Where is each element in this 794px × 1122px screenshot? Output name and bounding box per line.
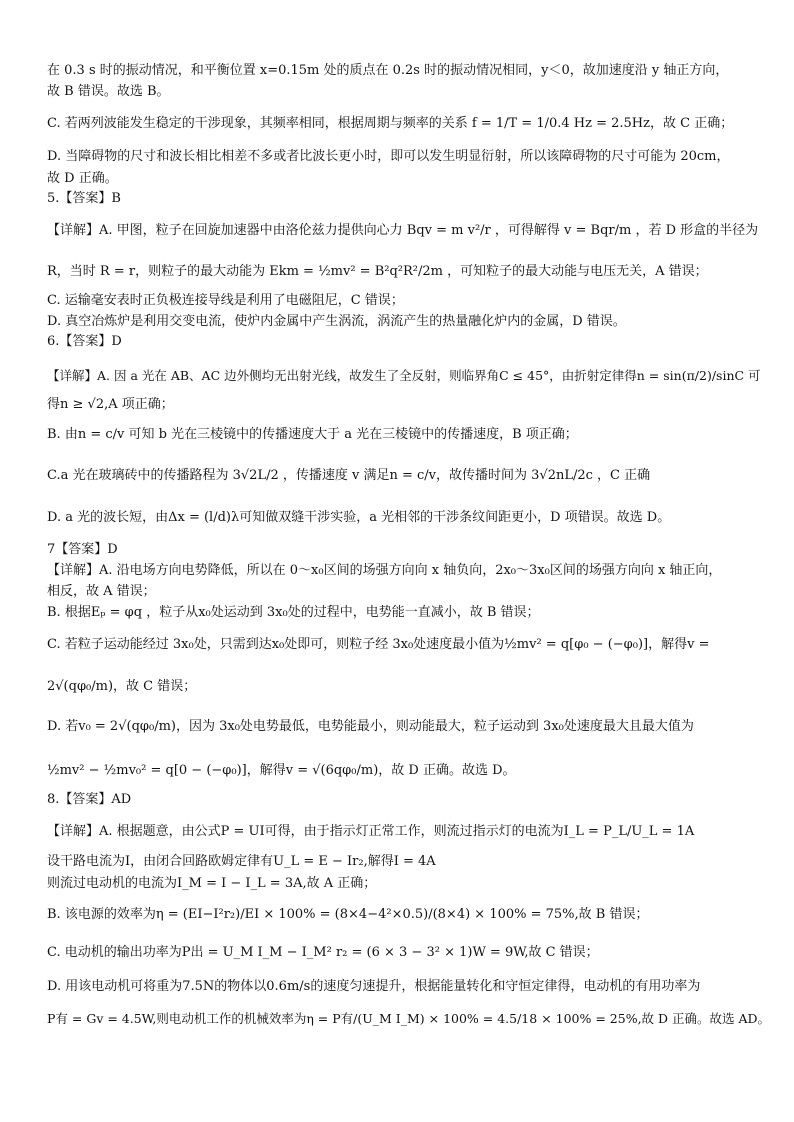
text-line: 得n ≥ √2,A 项正确； xyxy=(47,397,174,412)
text-line: C. 若粒子运动能经过 3x₀处，只需到达x₀处即可，则粒子经 3x₀处速度最小值为½mv² = q[φ₀ − (−φ₀)]，解得v = xyxy=(47,637,710,652)
text-line: B. 该电源的效率为η = (EI−I²r₂)/EI × 100% = (8×4−4²×0.5)/(8×4) × 100% = 75%,故 B 错误； xyxy=(47,907,649,922)
text-line: C. 运输毫安表时正负极连接导线是利用了电磁阻尼，C 错误； xyxy=(47,293,404,308)
text-line: D. 若v₀ = 2√(qφ₀/m)，因为 3x₀处电势最低，电势能最小，则动能最大，粒子运动到 3x₀处速度最大且最大值为 xyxy=(47,719,694,734)
text-line: 【详解】A. 因 a 光在 AB、AC 边外侧均无出射光线，故发生了全反射，则临界角C ≤ 45°，由折射定律得n = sin(π/2)/sinC 可 xyxy=(47,368,761,383)
text-line: 【详解】A. 根据题意，由公式P = UI可得，由于指示灯正常工作，则流过指示灯的电流为I_L = P_L/U_L = 1A xyxy=(47,824,695,839)
text-line: 在 0.3 s 时的振动情况，和平衡位置 x=0.15m 处的质点在 0.2s 时的振动情况相同，y＜0，故加速度沿 y 轴正方向， xyxy=(47,63,729,78)
answer-heading: 7【答案】D xyxy=(47,542,118,557)
text-line: 则流过电动机的电流为I_M = I − I_L = 3A,故 A 正确； xyxy=(47,876,377,891)
text-line: R，当时 R = r，则粒子的最大动能为 Ekm = ½mv² = B²q²R²/2m ，可知粒子的最大动能与电压无关，A 错误； xyxy=(47,264,708,279)
text-line: C.a 光在玻璃砖中的传播路程为 3√2L/2 ，传播速度 v 满足n = c/v，故传播时间为 3√2nL/2c ，C 正确 xyxy=(47,468,651,483)
text-line: P有 = Gv = 4.5W,则电动机工作的机械效率为η = P有/(U_M I_M) × 100% = 4.5/18 × 100% = 25%,故 D 正确。故选 AD。 xyxy=(47,1011,771,1026)
answer-heading: 8.【答案】AD xyxy=(47,792,132,807)
text-line: B. 由n = c/v 可知 b 光在三棱镜中的传播速度大于 a 光在三棱镜中的传播速度，B 项正确； xyxy=(47,427,578,442)
text-line: 故 B 错误。故选 B。 xyxy=(47,84,170,99)
text-line: C. 电动机的输出功率为P出 = U_M I_M − I_M² r₂ = (6 × 3 − 3² × 1)W = 9W,故 C 错误； xyxy=(47,945,599,960)
text-line: ½mv² − ½mv₀² = q[0 − (−φ₀)]，解得v = √(6qφ₀/m)，故 D 正确。故选 D。 xyxy=(47,763,516,778)
text-line: D. 当障碍物的尺寸和波长相比相差不多或者比波长更小时，即可以发生明显衍射，所以该障碍物的尺寸可能为 20cm， xyxy=(47,149,730,164)
text-line: C. 若两列波能发生稳定的干涉现象，其频率相同，根据周期与频率的关系 f = 1/T = 1/0.4 Hz = 2.5Hz，故 C 正确； xyxy=(47,116,734,131)
text-line: 【详解】A. 沿电场方向电势降低，所以在 0～x₀区间的场强方向向 x 轴负向，2x₀～3x₀区间的场强方向向 x 轴正向， xyxy=(47,563,722,578)
text-line: B. 根据Eₚ = φq ，粒子从x₀处运动到 3x₀处的过程中，电势能一直减小，故 B 错误； xyxy=(47,605,540,620)
text-line: D. a 光的波长短，由Δx = (l/d)λ可知做双缝干涉实验，a 光相邻的干涉条纹间距更小，D 项错误。故选 D。 xyxy=(47,510,671,525)
answer-heading: 5.【答案】B xyxy=(47,191,121,206)
text-line: 相反，故 A 错误； xyxy=(47,584,156,599)
text-line: 设干路电流为I，由闭合回路欧姆定律有U_L = E − Ir₂,解得I = 4A xyxy=(47,854,436,869)
text-line: D. 用该电动机可将重为7.5N的物体以0.6m/s的速度匀速提升，根据能量转化和守恒定律得，电动机的有用功率为 xyxy=(47,979,701,994)
text-line: 故 D 正确。 xyxy=(47,171,118,186)
text-line: D. 真空冶炼炉是利用交变电流，使炉内金属中产生涡流，涡流产生的热量融化炉内的金属，D 错误。 xyxy=(47,314,626,329)
answer-heading: 6.【答案】D xyxy=(47,334,122,349)
text-line: 【详解】A. 甲图，粒子在回旋加速器中由洛伦兹力提供向心力 Bqv = m v²/r ，可得解得 v = Bqr/m ，若 D 形盒的半径为 xyxy=(47,223,759,238)
text-line: 2√(qφ₀/m)，故 C 错误； xyxy=(47,679,197,694)
